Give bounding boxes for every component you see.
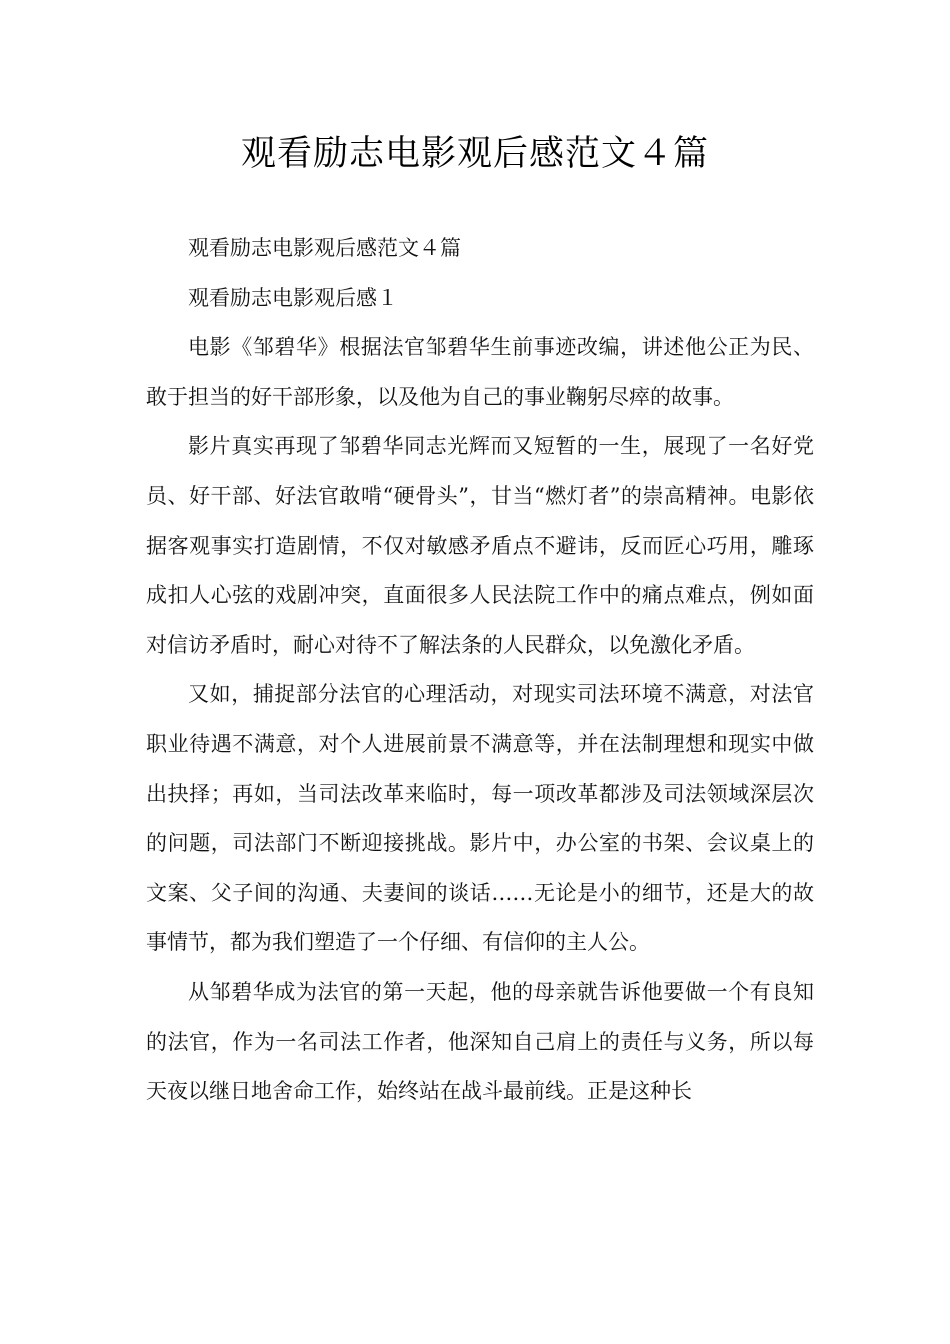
- paragraph-details: 又如，捕捉部分法官的心理活动，对现实司法环境不满意，对法官职业待遇不满意，对个人进展前景不满意等，并在法制理想和现实中做出抉择；再如，当司法改革来临时，每一项改革都涉及司法领域深层次的问题，司法部门不断迎接挑战。影片中，办公室的书架、会议桌上的文案、父子间的沟通、夫妻间的谈话……无论是小的细节，还是大的故事情节，都为我们塑造了一个仔细、有信仰的主人公。: [146, 682, 814, 955]
- paragraph-intro: 电影《邹碧华》根据法官邹碧华生前事迹改编，讲述他公正为民、敢于担当的好干部形象，以及他为自己的事业鞠躬尽瘁的故事。: [146, 335, 814, 409]
- paragraph-section-heading: 观看励志电影观后感１: [188, 285, 398, 310]
- paragraph-story: 影片真实再现了邹碧华同志光辉而又短暂的一生，展现了一名好党员、好干部、好法官敢啃“硬骨头”，甘当“燃灯者”的崇高精神。电影依据客观事实打造剧情，不仅对敏感矛盾点不避讳，反而匠心巧用，雕琢成扣人心弦的戏剧冲突，直面很多人民法院工作中的痛点难点，例如面对信访矛盾时，耐心对待不了解法条的人民群众，以免激化矛盾。: [146, 434, 814, 657]
- paragraph-subtitle: 观看励志电影观后感范文４篇: [188, 236, 461, 260]
- document-title: 观看励志电影观后感范文４篇: [240, 134, 709, 174]
- document-body: [146, 224, 814, 1117]
- paragraph-mother: 从邹碧华成为法官的第一天起，他的母亲就告诉他要做一个有良知的法官，作为一名司法工作者，他深知自己肩上的责任与义务，所以每天夜以继日地舍命工作，始终站在战斗最前线。正是这种长: [146, 979, 814, 1104]
